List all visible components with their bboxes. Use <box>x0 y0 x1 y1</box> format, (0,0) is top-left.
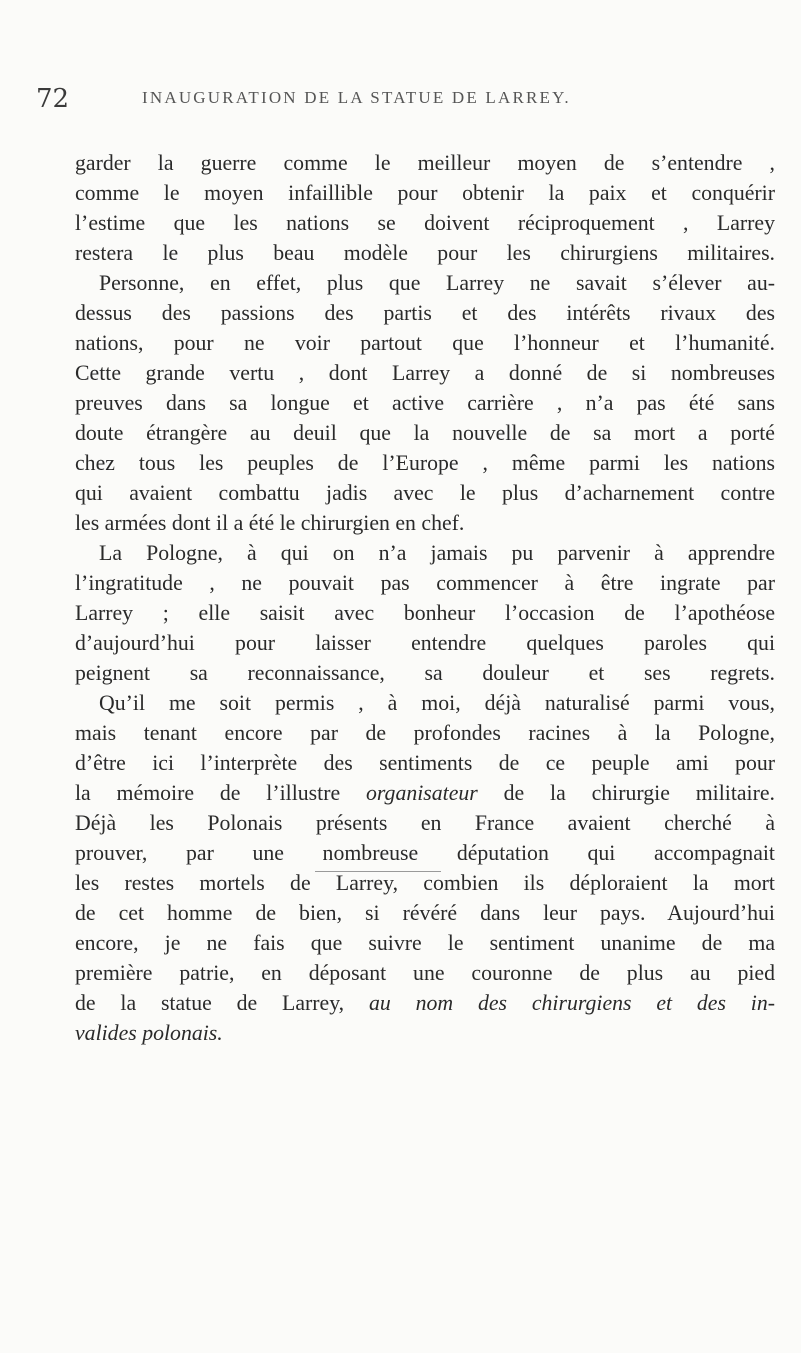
line-text: première patrie, en déposant une couronne de plus au pied <box>75 961 775 985</box>
text-line <box>75 448 775 478</box>
italic-text: au nom des chirurgiens et des in- <box>368 991 776 1015</box>
line-text: Personne, en effet, plus que Larrey ne savait s’élever au- <box>99 271 775 295</box>
text-line <box>75 388 775 418</box>
line-text: peignent sa reconnaissance, sa douleur et ses regrets. <box>75 661 775 685</box>
italic-text: valides polonais. <box>75 1021 223 1045</box>
page-header <box>36 84 765 120</box>
line-text: nations, pour ne voir partout que l’honneur et l’humanité. <box>75 331 775 355</box>
italic-text: organisateur <box>365 781 478 805</box>
line-text: preuves dans sa longue et active carrière , n’a pas été sans <box>75 391 775 415</box>
text-line <box>75 598 775 628</box>
line-text: Cette grande vertu , dont Larrey a donné de si nombreuses <box>75 361 775 385</box>
text-line <box>75 538 775 568</box>
text-line <box>75 418 775 448</box>
page-number: 72 <box>36 84 70 114</box>
text-line <box>75 928 775 958</box>
line-text: l’ingratitude , ne pouvait pas commencer à être ingrate par <box>75 571 775 595</box>
line-text: Déjà les Polonais présents en France avaient cherché à <box>75 811 775 835</box>
text-line <box>75 988 775 1018</box>
line-text: de la chirurgie militaire. <box>477 781 775 805</box>
line-text: La Pologne, à qui on n’a jamais pu parvenir à apprendre <box>99 541 775 565</box>
text-line <box>75 178 775 208</box>
line-text: chez tous les peuples de l’Europe , même parmi les nations <box>75 451 775 475</box>
text-line <box>75 868 775 898</box>
text-line <box>75 748 775 778</box>
text-line <box>75 688 775 718</box>
body-text <box>75 148 775 1048</box>
line-text: dessus des passions des partis et des intérêts rivaux des <box>75 301 775 325</box>
line-text: doute étrangère au deuil que la nouvelle de sa mort a porté <box>75 421 775 445</box>
text-line <box>75 208 775 238</box>
text-line <box>75 328 775 358</box>
line-text: mais tenant encore par de profondes racines à la Pologne, <box>75 721 775 745</box>
text-line <box>75 658 775 688</box>
running-head: INAUGURATION DE LA STATUE DE LARREY. <box>142 88 571 107</box>
text-line <box>75 268 775 298</box>
line-text: de la statue de Larrey, <box>75 991 369 1015</box>
text-line <box>75 778 775 808</box>
line-text: les armées dont il a été le chirurgien en chef. <box>75 511 465 535</box>
text-line <box>75 838 775 868</box>
line-text: les restes mortels de Larrey, combien ils déploraient la mort <box>75 871 775 895</box>
line-text: de cet homme de bien, si révéré dans leur pays. Aujourd’hui <box>75 901 775 925</box>
text-line <box>75 238 775 268</box>
text-line <box>75 298 775 328</box>
line-text: qui avaient combattu jadis avec le plus d’acharnement contre <box>75 481 775 505</box>
text-line <box>75 568 775 598</box>
line-text: prouver, par une nombreuse députation qui accompagnait <box>75 841 775 865</box>
text-line <box>75 718 775 748</box>
text-line <box>75 628 775 658</box>
text-line <box>75 1018 775 1048</box>
line-text: encore, je ne fais que suivre le sentiment unanime de ma <box>75 931 775 955</box>
end-rule <box>315 871 441 872</box>
text-line <box>75 898 775 928</box>
text-line <box>75 358 775 388</box>
text-line <box>75 478 775 508</box>
line-text: d’aujourd’hui pour laisser entendre quelques paroles qui <box>75 631 775 655</box>
line-text: d’être ici l’interprète des sentiments de ce peuple ami pour <box>75 751 775 775</box>
text-line <box>75 508 775 538</box>
line-text: garder la guerre comme le meilleur moyen de s’entendre , <box>75 151 775 175</box>
line-text: la mémoire de l’illustre <box>75 781 366 805</box>
line-text: Larrey ; elle saisit avec bonheur l’occasion de l’apothéose <box>75 601 775 625</box>
text-line <box>75 958 775 988</box>
line-text: Qu’il me soit permis , à moi, déjà naturalisé parmi vous, <box>99 691 775 715</box>
text-line <box>75 148 775 178</box>
line-text: l’estime que les nations se doivent réciproquement , Larrey <box>75 211 775 235</box>
text-line <box>75 808 775 838</box>
line-text: comme le moyen infaillible pour obtenir la paix et conquérir <box>75 181 775 205</box>
line-text: restera le plus beau modèle pour les chirurgiens militaires. <box>75 241 775 265</box>
